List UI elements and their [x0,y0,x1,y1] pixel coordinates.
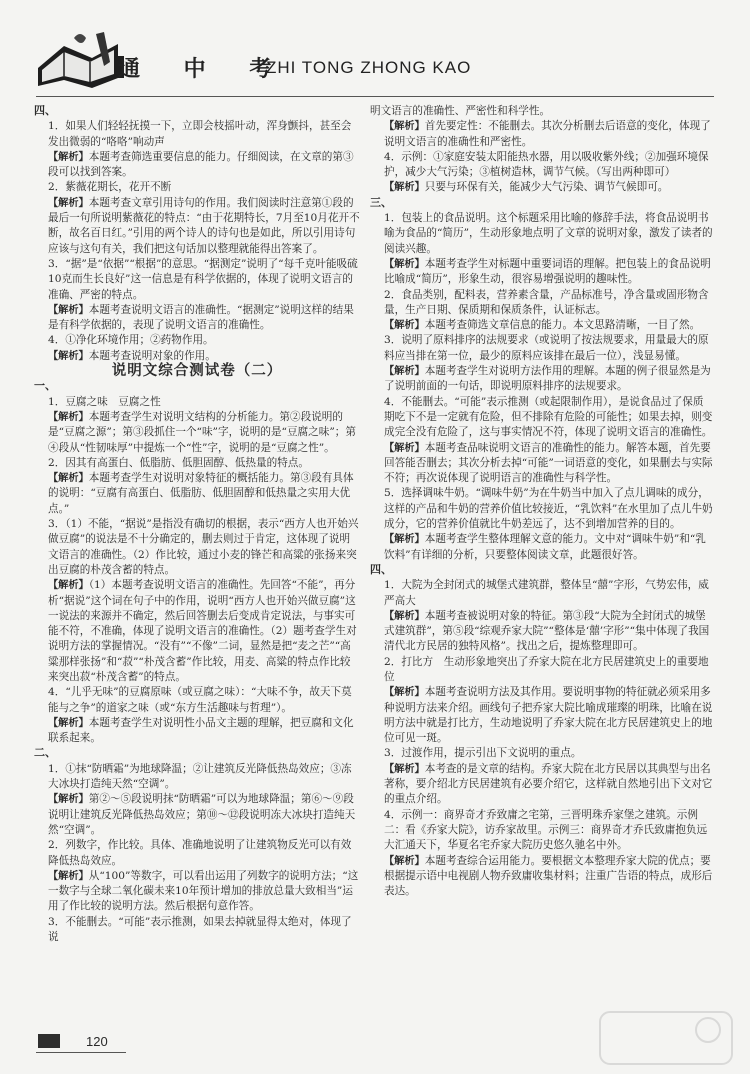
analysis-tag: 【解析】 [384,121,425,133]
analysis-note [34,410,360,456]
answer-item [34,915,360,946]
analysis-tag: 【解析】 [384,610,425,622]
analysis-tag: 【解析】 [384,442,425,454]
analysis-note [370,119,714,150]
paragraph-text: 3．过渡作用，提示引出下文说明的重点。 [384,747,582,760]
analysis-tag: 【解析】 [384,687,425,699]
paragraph-text: 4．示例：①家庭安装太阳能热水器，用以吸收紫外线；②加强环境保护，减少大气污染；③植树造林，调节气候。（写出两种即可） [384,150,709,179]
paragraph-text: 3．不能删去。“可能”表示推测，如果去掉就显得太绝对，体现了说 [48,915,352,944]
analysis-note [370,441,714,487]
paragraph-text: 2．打比方 生动形象地突出了乔家大院在北方民居建筑史上的重要地位 [384,655,709,683]
footer-mark-icon [38,1034,60,1048]
paragraph-text: 本考查的是文章的结构。乔家大院在北方民居以其典型与出名著称，要介绍北方民居建筑有必要介绍它，这样就自然地引出下文对它的重点介绍。 [384,762,713,806]
header-pinyin: ZHI TONG ZHONG KAO [266,58,472,77]
analysis-note [370,364,714,395]
analysis-tag: 【解析】 [48,580,89,592]
paragraph-text: 本题考查品味说明文语言的准确性的能力。解答本题，首先要回答能否删去；其次分析去掉“可能”一词语意的变化，如果删去与实际不符；再次说体现了说明语言的准确性与科学性。 [384,441,713,485]
paragraph-text: 3．“据”是“依据”“根据”的意思。“据测定”说明了“每千克叶能吸硫10克而生长良好”这一信息是有科学依据的，体现了说明文语言的准确、严密的特点。 [48,257,358,301]
answer-item [34,395,360,410]
paragraph-text: 2．食品类别，配料表，营养素含量，产品标准号，净含量或固形物含量，生产日期、保质期和保质条件，认证标志。 [384,288,709,316]
answer-item [34,838,360,869]
header-divider [36,96,714,97]
answer-item [34,180,360,195]
paragraph-text: 2．紫薇花期长，花开不断 [48,181,172,194]
answer-item [34,456,360,471]
paragraph-text: （1）本题考查说明文语言的准确性。先回答“不能”，再分析“据说”这个词在句子中的作用，说明“西方人也开始兴做豆腐”这一说法的来源并不确定，然后回答删去后变成肯定说法，与事实可能不符，不准确，体现了说明文语言的准确性。（2）题考查学生对说明方法的掌握情况。“没有”“不像”二词，显然是把“麦之芒”“高粱那样张扬”和“菽”“朴茂含蓄”作比较，用麦、高粱的特点作比较来突出菽“朴茂含蓄”的特点。 [48,579,357,683]
analysis-tag: 【解析】 [48,151,89,163]
answer-item [34,517,360,578]
paragraph-text: 二、 [34,747,56,760]
answer-item [370,333,714,364]
paragraph-text: 5．选择调味牛奶。“调味牛奶”为在牛奶当中加入了点儿调味的成分，这样的产品和牛奶的营养价值比较接近，“乳饮料”在水里加了点儿牛奶成分，它的营养价值就比牛奶差远了，达不到增加营养的目的。 [384,487,713,531]
paragraph-text: 本题考查筛选重要信息的能力。仔细阅读，在文章的第③段可以找到答案。 [48,150,354,179]
paragraph-text: 三、 [370,196,392,209]
analysis-tag: 【解析】 [48,473,89,485]
analysis-note [34,869,360,915]
paragraph-text: 本题考查被说明对象的特征。第③段“大院为全封闭式的城堡式建筑群”，第⑤段“综观乔家大院”“整体是‘囍’字形”“集中体现了我国清代北方民居的独特风格”。找出之后，提炼整理即可。 [384,609,710,653]
analysis-note [34,716,360,747]
paragraph-text: 从“100”等数字，可以看出运用了列数字的说明方法；“这一数字与全球二氧化碳未来10年预计增加的排放总量大致相当”运用了作比较的说明方法。然后根据句意作答。 [48,869,359,913]
book-pen-logo-icon [34,28,124,90]
continued-text [370,104,714,119]
paragraph-text: 本题考查学生对说明方法作用的理解。本题的例子很显然是为了说明前面的一句话，即说明原料排序的法规要求。 [384,365,711,393]
paragraph-text: 4．示例一：商界奇才乔致庸之宅第，三晋明珠乔家堡之建筑。示例二：看《乔家大院》，访乔家故里。示例三：商界奇才乔氏致庸抱负远大汇通天下，华夏名宅乔家大院历史悠久驰名中外。 [384,808,708,852]
analysis-note [370,180,714,195]
answer-item [370,211,714,257]
analysis-tag: 【解析】 [384,320,425,332]
paragraph-text: 1．如果人们轻轻抚摸一下，立即会枝摇叶动，浑身颤抖，甚至会发出微弱的“咯咯”响动声 [48,120,352,148]
analysis-note [370,318,714,333]
paragraph-text: 2．因其有高蛋白、低脂肪、低胆固醇、低热量的特点。 [48,456,309,469]
analysis-tag: 【解析】 [384,534,425,546]
paragraph-text: 3．说明了原料排序的法规要求（或说明了按法规要求，用量最大的原料应当排在第一位，最少的原料应该排在最后一位），浅显易懂。 [384,334,709,362]
answer-item [370,808,714,854]
answer-item [370,486,714,532]
analysis-tag: 【解析】 [384,855,425,867]
analysis-note [370,609,714,655]
analysis-tag: 【解析】 [384,366,425,378]
paragraph-text: 本题考查综合运用能力。要根据文本整理乔家大院的优点；要根据提示语中电视剧人物乔致庸收集材料；注重广告语的特点，成形后表达。 [384,854,713,898]
paragraph-text: 本题考查学生对说明文结构的分析能力。第②段说明的是“豆腐之源”；第③段抓住一个“味”字，说明的是“豆腐之味”；第④段从“性韧味厚”中提炼一个“性”字，说明的是“豆腐之性”。 [48,410,356,454]
answer-item [34,685,360,716]
analysis-note [370,257,714,288]
analysis-note [370,854,714,900]
analysis-note [34,303,360,334]
analysis-note [370,762,714,808]
paragraph-text: 本题考查筛选文章信息的能力。本文思路清晰，一目了然。 [424,319,701,332]
right-column [370,104,714,899]
page-number: 120 [86,1034,108,1049]
paragraph-text: 一、 [34,380,56,393]
answer-item [370,655,714,686]
answer-item [34,119,360,150]
answer-item [370,578,714,609]
paragraph-text: 4．①净化环境作用；②药物作用。 [48,334,214,347]
watermark-logo [596,1008,736,1068]
analysis-tag: 【解析】 [48,870,89,882]
paragraph-text: 1．大院为全封闭式的城堡式建筑群，整体呈“囍”字形，气势宏伟，威严高大 [384,579,709,607]
page-header [0,0,750,100]
analysis-note [34,792,360,838]
analysis-tag: 【解析】 [384,182,425,194]
left-column [34,104,360,945]
paragraph-text: 本题考查说明方法及其作用。要说明事物的特征就必须采用多种说明方法来介绍。画线句子把乔家大院比喻成璀璨的明珠，比喻在说明方法中就是打比方，生动地说明了乔家大院在北方民居建筑史上的地位可见一斑。 [384,686,713,745]
paragraph-text: 1．①抹“防晒霜”为地球降温；②让建筑反光降低热岛效应；③冻大冰块打造纯天然“空调”。 [48,762,352,791]
section-heading [34,104,360,119]
paragraph-text: 说明文综合测试卷（二） [111,363,283,380]
paragraph-text: 1．豆腐之味 豆腐之性 [48,395,161,408]
answer-item [370,150,714,181]
paragraph-text: 本题考查文章引用诗句的作用。我们阅读时注意第①段的最后一句所说明紫薇花的特点：“由于花期特长，7月至10月花开不断，故名百日红。”引用的两个诗人的诗句也是如此，所以引用诗句应该与这句有关，我们把这句话加以整理就能得出答案了。 [48,196,360,255]
analysis-note [370,685,714,746]
analysis-tag: 【解析】 [48,794,89,806]
answer-item [370,395,714,441]
analysis-tag: 【解析】 [48,350,89,362]
paragraph-text: 本题考查学生对说明对象特征的概括能力。第③段有具体的说明：“豆腐有高蛋白、低脂肪、低胆固醇和低热量之实用大优点。” [48,472,354,515]
answer-item [34,333,360,348]
paragraph-text: 4．“儿乎无味”的豆腐原味（或豆腐之味）：“大味不争，故天下莫能与之争”的道家之味（或“东方生活趣味与哲理”）。 [48,686,352,714]
footer-divider [36,1052,126,1053]
analysis-tag: 【解析】 [384,763,425,775]
section-heading [34,379,360,394]
answer-item [34,762,360,793]
analysis-note [34,578,360,685]
paragraph-text: 明文语言的准确性、严密性和科学性。 [370,105,551,117]
analysis-note [34,150,360,181]
test-paper-title [34,364,360,379]
analysis-tag: 【解析】 [48,197,89,209]
paragraph-text: 本题考查学生对标题中重要词语的理解。把包装上的食品说明比喻成“简历”，形象生动，很容易增强说明的趣味性。 [384,257,711,286]
answer-item [370,746,714,761]
analysis-tag: 【解析】 [48,717,89,729]
paragraph-text: 只要与环保有关，能减少大气污染、调节气候即可。 [424,181,669,194]
section-heading [370,563,714,578]
paragraph-text: 2．列数字，作比较。具体、准确地说明了让建筑物反光可以有效降低热岛效应。 [48,839,352,867]
analysis-note [34,349,360,364]
paragraph-text: 本题考查学生对说明性小品文主题的理解，把豆腐和文化联系起来。 [48,716,354,745]
analysis-note [370,532,714,563]
answer-item [34,257,360,303]
header-title: 通 中 考 [118,56,290,82]
paragraph-text: 四、 [370,563,392,576]
analysis-note [34,471,360,517]
paragraph-text: 第②～⑤段说明抹“防晒霜”可以为地球降温；第⑥～⑨段说明让建筑反光降低热岛效应；第⑩～⑫段说明冻大冰块打造纯天然“空调”。 [48,793,356,836]
section-heading [34,746,360,761]
paragraph-text: 1．包装上的食品说明。这个标题采用比喻的修辞手法，将食品说明书喻为食品的“简历”，生动形象地点明了文章的说明对象，激发了读者的阅读兴趣。 [384,212,713,255]
paragraph-text: 本题考查说明文语言的准确性。“据测定”说明这样的结果是有科学依据的，表现了说明文语言的准确性。 [48,303,354,332]
analysis-tag: 【解析】 [48,411,89,423]
paragraph-text: 3．（1）不能，“据说”是指没有确切的根据，表示“西方人也开始兴做豆腐”的说法是不十分确定的，删去则过于肯定，这体现了说明文语言的准确性。（2）作比较，通过小麦的锋芒和高粱的张扬来突出豆腐的朴茂含蓄的特点。 [48,518,359,576]
paragraph-text: 四、 [34,105,56,117]
paragraph-text: 本题考查说明对象的作用。 [88,349,216,362]
section-heading [370,196,714,211]
analysis-note [34,196,360,257]
paragraph-text: 首先要定性：不能删去。其次分析删去后语意的变化，体现了说明文语言的准确性和严密性。 [384,120,711,148]
paragraph-text: 4．不能删去。“可能”表示推测（或起限制作用），是说食品过了保质期吃下不是一定就有危险，但不排除有危险的可能性；如果去掉，则变成完全没有危险了，这与事实情况不符，体现了说明文语言的准确性。 [384,395,713,439]
analysis-tag: 【解析】 [384,258,425,270]
analysis-tag: 【解析】 [48,304,89,316]
paragraph-text: 本题考查学生整体理解文意的能力。文中对“调味牛奶”和“乳饮料”有详细的分析，只要整体阅读文章，此题很好答。 [384,533,706,561]
answer-item [370,288,714,319]
